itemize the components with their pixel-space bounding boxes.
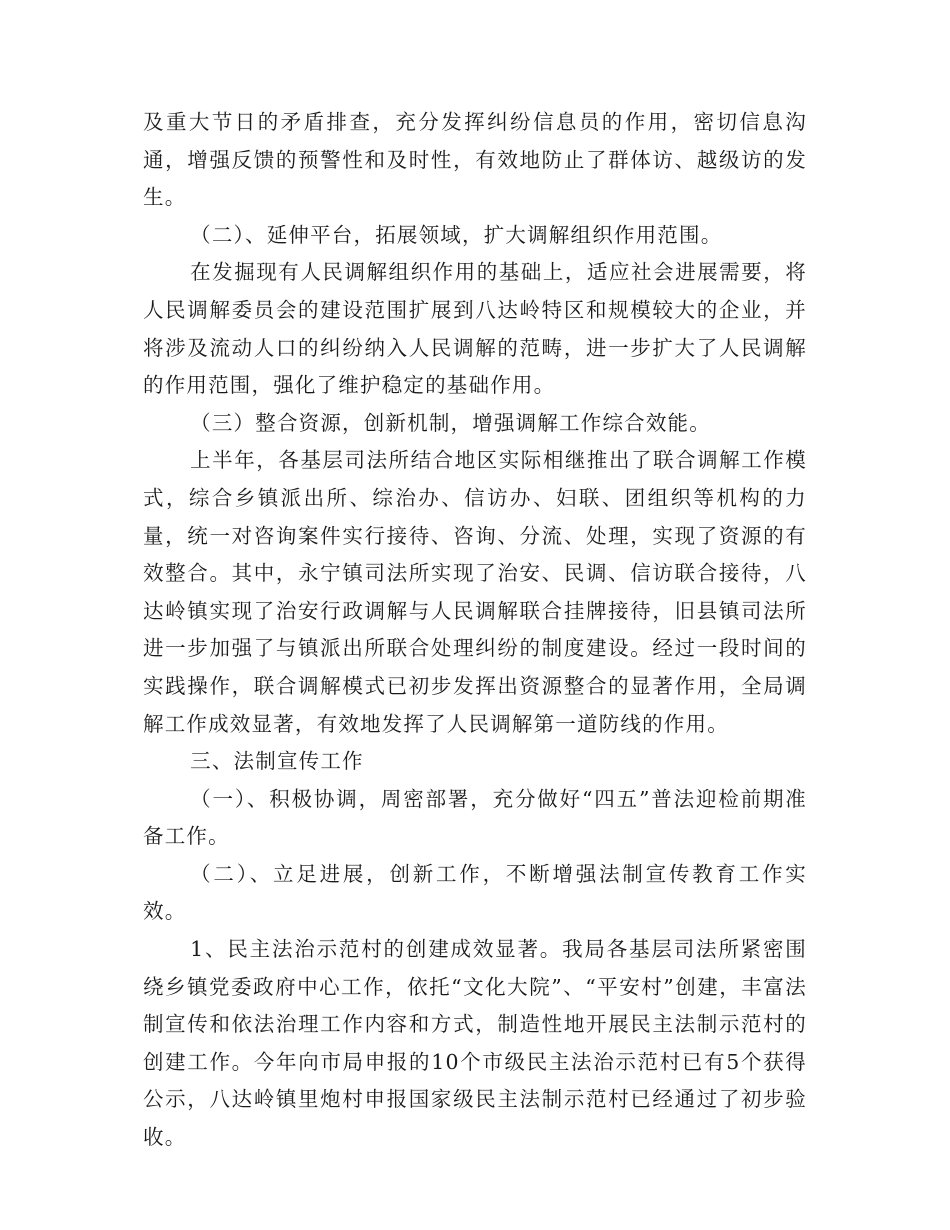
subheading-3-integrate-resources: （三）整合资源，创新机制，增强调解工作综合效能。 bbox=[190, 410, 711, 435]
paragraph-1: 及重大节日的矛盾排查，充分发挥纠纷信息员的作用，密切信息沟通，增强反馈的预警性和及时性，有效地防止了群体访、越级访的发生。 bbox=[143, 110, 807, 210]
subheading-2-innovation: （二）、立足进展，创新工作，不断增强法制宣传教育工作实效。 bbox=[143, 861, 807, 924]
subheading-2-extend-platform: （二）、延伸平台，拓展领域，扩大调解组织作用范围。 bbox=[190, 222, 723, 247]
paragraph-3: 在发掘现有人民调解组织作用的基础上，适应社会进展需要，将人民调解委员会的建设范围扩展到八达岭特区和规模较大的企业，并将涉及流动人口的纠纷纳入人民调解的范畴，进一步扩大了人民调解的作用范围，强化了维护稳定的基础作用。 bbox=[143, 260, 807, 398]
subheading-1-coordination: （一）、积极协调，周密部署，充分做好“四五”普法迎检前期准备工作。 bbox=[143, 786, 807, 849]
paragraph-5: 上半年，各基层司法所结合地区实际相继推出了联合调解工作模式，综合乡镇派出所、综治办、信访办、妇联、团组织等机构的力量，统一对咨询案件实行接待、咨询、分流、处理，实现了资源的有效整合。其中，永宁镇司法所实现了治安、民调、信访联合接待，八达岭镇实现了治安行政调解与人民调解联合挂牌接待，旧县镇司法所进一步加强了与镇派出所联合处理纠纷的制度建设。经过一段时间的实践操作，联合调解模式已初步发挥出资源整合的显著作用，全局调解工作成效显著，有效地发挥了人民调解第一道防线的作用。 bbox=[143, 448, 807, 736]
document-body bbox=[143, 104, 807, 1157]
paragraph-9: 1、民主法治示范村的创建成效显著。我局各基层司法所紧密围绕乡镇党委政府中心工作，依托“文化大院”、“平安村”创建，丰富法制宣传和依法治理工作内容和方式，制造性地开展民主法制示范村的创建工作。今年向市局申报的10个市级民主法治示范村已有5个获得公示，八达岭镇里炮村申报国家级民主法制示范村已经通过了初步验收。 bbox=[143, 937, 807, 1150]
section-heading-legal-publicity: 三、法制宣传工作 bbox=[190, 749, 364, 774]
